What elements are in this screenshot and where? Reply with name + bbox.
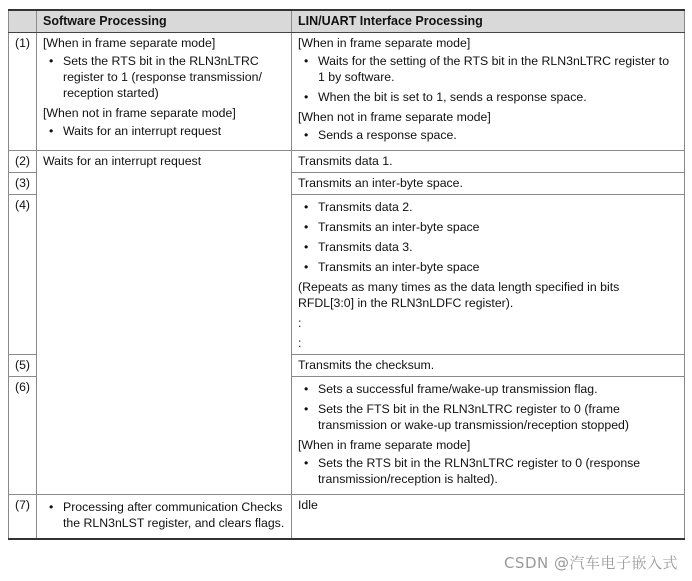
bullet-icon: •: [304, 260, 309, 274]
interface-processing-cell: [292, 377, 685, 495]
bullet-text: Sets the RTS bit in the RLN3nLTRC register to 1 (response transmission/ reception started): [63, 54, 262, 100]
bullet-item: [43, 123, 285, 139]
bullet-item: [298, 219, 678, 235]
table-header-row: [9, 10, 685, 33]
cell-text: [When in frame separate mode]: [298, 438, 471, 452]
bullet-icon: •: [304, 200, 309, 214]
bullet-text: Sets the FTS bit in the RLN3nLTRC register to 0 (frame transmission or wake-up transmission/reception stopped): [318, 402, 629, 432]
step-number: (4): [9, 195, 37, 355]
step-number: (1): [9, 33, 37, 151]
software-processing-cell: [37, 33, 292, 151]
cell-text: (Repeats as many times as the data length specified in bits RFDL[3:0] in the RLN3nLDFC register).: [298, 280, 620, 310]
cell-text: [When in frame separate mode]: [298, 36, 471, 50]
interface-processing-cell: [292, 33, 685, 151]
bullet-icon: •: [49, 500, 54, 514]
table-row: [9, 173, 685, 195]
software-processing-cell: [37, 495, 292, 540]
bullet-icon: •: [49, 124, 54, 138]
bullet-text: Processing after communication Checks the RLN3nLST register, and clears flags.: [63, 500, 285, 530]
step-number: (3): [9, 173, 37, 195]
bullet-text: Waits for the setting of the RTS bit in the RLN3nLTRC register to 1 by software.: [318, 54, 670, 84]
step-number: (5): [9, 355, 37, 377]
interface-processing-cell: [292, 355, 685, 377]
software-processing-cell: [37, 151, 292, 173]
cell-text: :: [298, 316, 302, 330]
cell-text: Idle: [298, 498, 318, 512]
software-processing-cell: [37, 195, 292, 355]
bullet-text: Transmits data 2.: [318, 200, 413, 214]
bullet-icon: •: [304, 456, 309, 470]
bullet-icon: •: [304, 54, 309, 68]
bullet-text: Transmits data 3.: [318, 240, 413, 254]
cell-text: [When in frame separate mode]: [43, 36, 216, 50]
step-number: (7): [9, 495, 37, 540]
bullet-item: [298, 199, 678, 215]
interface-processing-cell: [292, 195, 685, 355]
bullet-item: [298, 239, 678, 255]
table-body: [9, 33, 685, 540]
software-processing-cell: [37, 173, 292, 195]
bullet-item: [298, 381, 678, 397]
bullet-icon: •: [304, 240, 309, 254]
table-row: [9, 495, 685, 540]
table-row: [9, 151, 685, 173]
bullet-icon: •: [304, 402, 309, 416]
table-row: [9, 195, 685, 355]
cell-text: [When not in frame separate mode]: [298, 110, 491, 124]
interface-processing-cell: [292, 173, 685, 195]
bullet-icon: •: [304, 90, 309, 104]
bullet-icon: •: [304, 220, 309, 234]
cell-text: [When not in frame separate mode]: [43, 106, 236, 120]
table-row: [9, 377, 685, 495]
bullet-icon: •: [304, 128, 309, 142]
bullet-item: [298, 127, 678, 143]
bullet-text: Waits for an interrupt request: [63, 124, 222, 138]
bullet-item: [298, 259, 678, 275]
bullet-text: Sets a successful frame/wake-up transmission flag.: [318, 382, 598, 396]
interface-processing-cell: [292, 151, 685, 173]
header-step: [9, 10, 37, 33]
table-row: [9, 355, 685, 377]
software-processing-cell: [37, 377, 292, 495]
interface-processing-cell: [292, 495, 685, 540]
bullet-icon: •: [304, 382, 309, 396]
bullet-text: Sends a response space.: [318, 128, 457, 142]
cell-text: :: [298, 336, 302, 350]
cell-text: Transmits data 1.: [298, 154, 393, 168]
csdn-watermark: CSDN @汽车电子嵌入式: [503, 554, 678, 572]
bullet-item: [43, 53, 285, 101]
bullet-item: [298, 401, 678, 433]
step-number: (6): [9, 377, 37, 495]
bullet-text: When the bit is set to 1, sends a response space.: [318, 90, 587, 104]
bullet-text: Transmits an inter-byte space: [318, 220, 480, 234]
bullet-item: [298, 455, 678, 487]
bullet-icon: •: [49, 54, 54, 68]
header-interface-processing: LIN/UART Interface Processing: [292, 10, 685, 33]
bullet-item: [43, 499, 285, 531]
step-number: (2): [9, 151, 37, 173]
cell-text: Waits for an interrupt request: [43, 154, 202, 168]
bullet-text: Sets the RTS bit in the RLN3nLTRC register to 0 (response transmission/reception is halted).: [318, 456, 641, 486]
bullet-text: Transmits an inter-byte space: [318, 260, 480, 274]
software-processing-cell: [37, 355, 292, 377]
cell-text: Transmits an inter-byte space.: [298, 176, 463, 190]
table-row: [9, 33, 685, 151]
bullet-item: [298, 89, 678, 105]
header-software-processing: Software Processing: [37, 10, 292, 33]
cell-text: Transmits the checksum.: [298, 358, 435, 372]
bullet-item: [298, 53, 678, 85]
lin-transmission-table: [8, 9, 685, 540]
